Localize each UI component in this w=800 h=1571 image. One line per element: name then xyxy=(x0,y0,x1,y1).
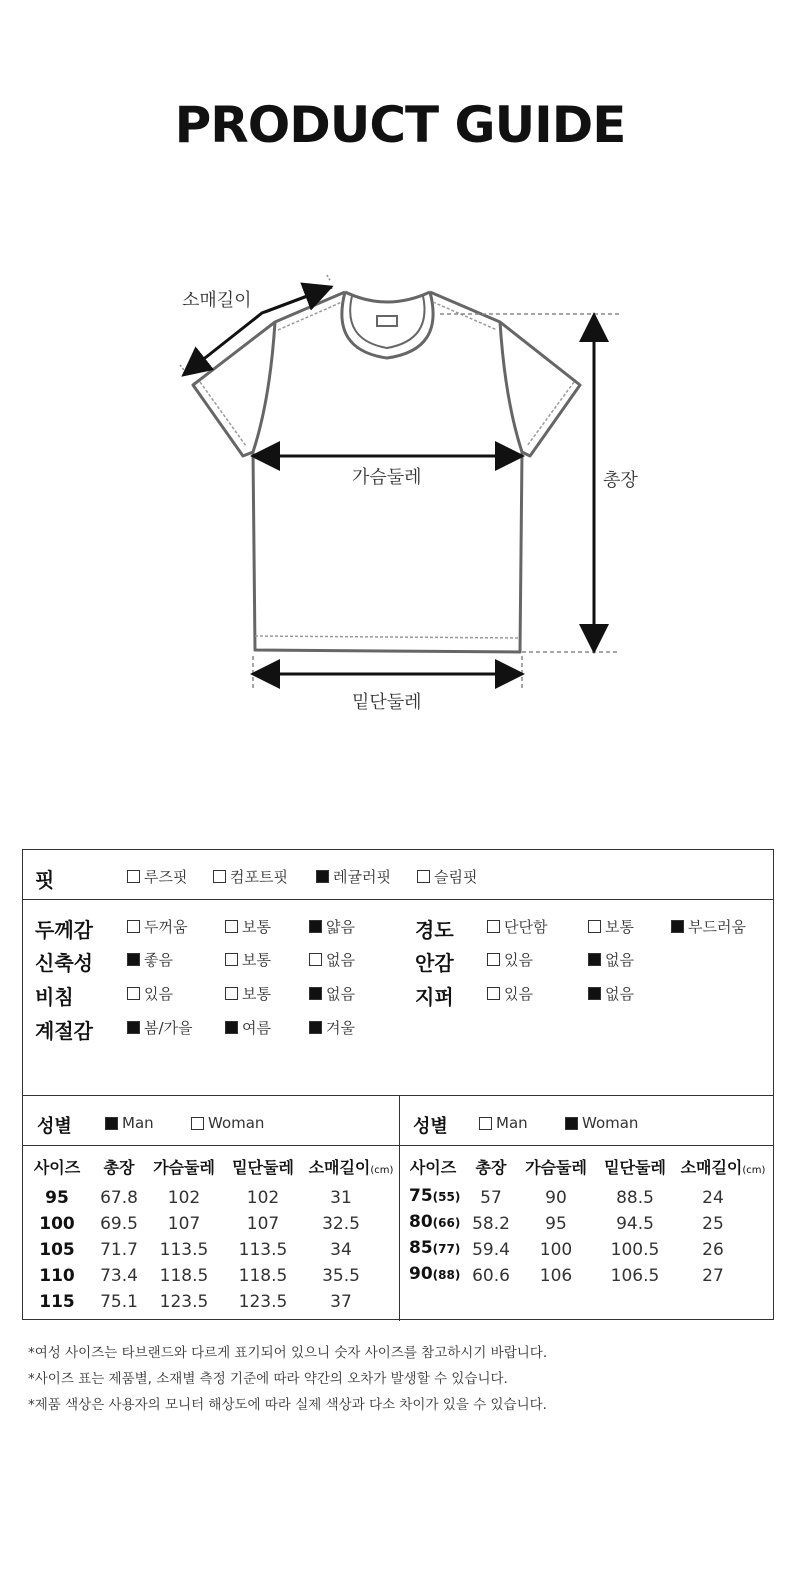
note-women-size: *여성 사이즈는 타브랜드와 다르게 표기되어 있으니 숫자 사이즈를 참고하시기 바랍니다. xyxy=(28,1345,548,1361)
option-text: 단단함 xyxy=(504,918,548,936)
attribute-option xyxy=(588,983,634,1004)
table-cell: 118.5 xyxy=(238,1266,288,1286)
unchecked-box-icon xyxy=(127,987,140,1000)
table-header: 밑단둘레 xyxy=(232,1158,294,1177)
option-text: 부드러움 xyxy=(688,918,746,936)
size-cell: 80(66) xyxy=(409,1212,461,1232)
table-header: 가슴둘레 xyxy=(153,1158,215,1177)
option-text: Man xyxy=(122,1114,154,1132)
option-text: 없음 xyxy=(605,951,634,969)
table-cell: 35.5 xyxy=(322,1266,360,1286)
table-cell: 90 xyxy=(545,1188,567,1208)
unchecked-box-icon xyxy=(225,920,238,933)
unchecked-box-icon xyxy=(213,870,226,883)
option-text: 없음 xyxy=(326,985,355,1003)
attribute-option xyxy=(225,916,271,937)
unchecked-box-icon xyxy=(309,953,322,966)
attribute-option xyxy=(127,949,173,970)
table-cell: 106.5 xyxy=(610,1266,660,1286)
size-cell: 85(77) xyxy=(409,1238,461,1258)
fit-label: 핏 xyxy=(35,868,55,892)
checked-box-icon xyxy=(316,870,329,883)
fit-option xyxy=(417,866,477,887)
option-text: 없음 xyxy=(605,985,634,1003)
table-cell: 25 xyxy=(702,1214,724,1234)
attribute-label: 계절감 xyxy=(35,1019,93,1043)
table-cell: 123.5 xyxy=(238,1292,288,1312)
product-guide-table xyxy=(22,849,774,1320)
checked-box-icon xyxy=(127,953,140,966)
table-cell: 24 xyxy=(702,1188,724,1208)
attribute-option xyxy=(225,949,271,970)
unchecked-box-icon xyxy=(127,870,140,883)
option-text: 있음 xyxy=(504,985,533,1003)
attribute-option xyxy=(309,983,355,1004)
option-text: Woman xyxy=(582,1114,639,1132)
unchecked-box-icon xyxy=(225,953,238,966)
attribute-label: 신축성 xyxy=(35,951,93,975)
table-cell: 59.4 xyxy=(472,1240,510,1260)
option-text: 좋음 xyxy=(144,951,173,969)
attribute-option xyxy=(127,1017,193,1038)
table-cell: 102 xyxy=(167,1188,201,1208)
option-text: 얇음 xyxy=(326,918,355,936)
attribute-option xyxy=(309,949,355,970)
unchecked-box-icon xyxy=(479,1117,492,1130)
attribute-option xyxy=(487,983,533,1004)
note-color-monitor: *제품 색상은 사용자의 모니터 해상도에 따라 실제 색상과 다소 차이가 있을 수 있습니다. xyxy=(28,1397,547,1413)
table-cell: 57 xyxy=(480,1188,502,1208)
table-header: 소매길이(cm) xyxy=(308,1158,394,1177)
women-gender-label: 성별 xyxy=(413,1116,448,1137)
unchecked-box-icon xyxy=(588,920,601,933)
checked-box-icon xyxy=(105,1117,118,1130)
total-length-label: 총장 xyxy=(603,470,638,491)
table-cell: 31 xyxy=(330,1188,352,1208)
option-text: 있음 xyxy=(504,951,533,969)
option-text: 두꺼움 xyxy=(144,918,188,936)
women-woman-option xyxy=(565,1114,638,1132)
option-text: 봄/가을 xyxy=(144,1019,193,1037)
table-cell: 69.5 xyxy=(100,1214,138,1234)
table-header: 사이즈 xyxy=(33,1158,81,1177)
table-cell: 118.5 xyxy=(159,1266,209,1286)
option-text: 레귤러핏 xyxy=(333,868,391,886)
table-cell: 115 xyxy=(39,1292,75,1312)
option-text: 보통 xyxy=(605,918,634,936)
attribute-label: 비침 xyxy=(35,985,74,1009)
size-cell: 75(55) xyxy=(409,1186,461,1206)
fit-option xyxy=(316,866,391,887)
table-cell: 58.2 xyxy=(472,1214,510,1234)
attribute-label: 경도 xyxy=(415,918,454,942)
attribute-option xyxy=(309,1017,355,1038)
table-cell: 88.5 xyxy=(616,1188,654,1208)
unchecked-box-icon xyxy=(487,953,500,966)
women-man-option xyxy=(479,1114,528,1132)
table-header: 총장 xyxy=(103,1158,135,1177)
note-size-tolerance: *사이즈 표는 제품별, 소재별 측정 기준에 따라 약간의 오차가 발생할 수 있습니다. xyxy=(28,1371,508,1387)
unchecked-box-icon xyxy=(225,987,238,1000)
checked-box-icon xyxy=(127,1021,140,1034)
fit-option xyxy=(127,866,187,887)
checked-box-icon xyxy=(565,1117,578,1130)
table-cell: 102 xyxy=(246,1188,280,1208)
page-title: PRODUCT GUIDE xyxy=(174,96,626,154)
attribute-option xyxy=(487,916,547,937)
option-text: 겨울 xyxy=(326,1019,355,1037)
men-gender-label: 성별 xyxy=(37,1116,72,1137)
attribute-label: 두께감 xyxy=(35,918,93,942)
attribute-label: 안감 xyxy=(415,951,454,975)
attribute-option xyxy=(309,916,355,937)
table-cell: 123.5 xyxy=(159,1292,209,1312)
checked-box-icon xyxy=(225,1021,238,1034)
checked-box-icon xyxy=(309,987,322,1000)
checked-box-icon xyxy=(671,920,684,933)
option-text: 여름 xyxy=(242,1019,271,1037)
men-woman-option xyxy=(191,1114,264,1132)
option-text: 있음 xyxy=(144,985,173,1003)
attribute-option xyxy=(225,983,271,1004)
table-cell: 71.7 xyxy=(100,1240,138,1260)
attribute-option xyxy=(588,916,634,937)
unchecked-box-icon xyxy=(487,987,500,1000)
table-cell: 110 xyxy=(39,1266,75,1286)
table-cell: 95 xyxy=(545,1214,567,1234)
tshirt-diagram xyxy=(0,250,800,730)
tshirt-illustration xyxy=(0,250,800,730)
attribute-option xyxy=(588,949,634,970)
unchecked-box-icon xyxy=(127,920,140,933)
table-cell: 26 xyxy=(702,1240,724,1260)
table-cell: 95 xyxy=(45,1188,69,1208)
checked-box-icon xyxy=(309,1021,322,1034)
attribute-option xyxy=(671,916,746,937)
table-cell: 100 xyxy=(539,1240,573,1260)
table-cell: 94.5 xyxy=(616,1214,654,1234)
attribute-option xyxy=(225,1017,271,1038)
option-text: 슬림핏 xyxy=(434,868,478,886)
table-cell: 34 xyxy=(330,1240,352,1260)
unchecked-box-icon xyxy=(487,920,500,933)
table-cell: 27 xyxy=(702,1266,724,1286)
hem-label: 밑단둘레 xyxy=(352,692,422,713)
attribute-option xyxy=(487,949,533,970)
table-header: 밑단둘레 xyxy=(604,1158,666,1177)
table-header: 소매길이(cm) xyxy=(680,1158,766,1177)
checked-box-icon xyxy=(309,920,322,933)
table-cell: 105 xyxy=(39,1240,75,1260)
table-cell: 107 xyxy=(167,1214,201,1234)
sleeve-length-label: 소매길이 xyxy=(182,290,252,311)
table-cell: 37 xyxy=(330,1292,352,1312)
table-cell: 113.5 xyxy=(159,1240,209,1260)
table-cell: 106 xyxy=(539,1266,573,1286)
checked-box-icon xyxy=(588,953,601,966)
size-cell: 90(88) xyxy=(409,1264,461,1284)
table-cell: 75.1 xyxy=(100,1292,138,1312)
option-text: 보통 xyxy=(242,951,271,969)
table-cell: 107 xyxy=(246,1214,280,1234)
chest-label: 가슴둘레 xyxy=(352,467,422,488)
table-cell: 100.5 xyxy=(610,1240,660,1260)
table-cell: 67.8 xyxy=(100,1188,138,1208)
option-text: 보통 xyxy=(242,918,271,936)
option-text: 없음 xyxy=(326,951,355,969)
men-man-option xyxy=(105,1114,154,1132)
unchecked-box-icon xyxy=(191,1117,204,1130)
option-text: 보통 xyxy=(242,985,271,1003)
unchecked-box-icon xyxy=(417,870,430,883)
option-text: Man xyxy=(496,1114,528,1132)
attribute-option xyxy=(127,983,173,1004)
option-text: 컴포트핏 xyxy=(230,868,288,886)
attribute-option xyxy=(127,916,187,937)
option-text: 루즈핏 xyxy=(144,868,188,886)
table-cell: 60.6 xyxy=(472,1266,510,1286)
option-text: Woman xyxy=(208,1114,265,1132)
table-header: 가슴둘레 xyxy=(525,1158,587,1177)
attribute-label: 지퍼 xyxy=(415,985,454,1009)
table-header: 총장 xyxy=(475,1158,507,1177)
table-cell: 113.5 xyxy=(238,1240,288,1260)
table-header: 사이즈 xyxy=(409,1158,457,1177)
fit-option xyxy=(213,866,288,887)
table-cell: 32.5 xyxy=(322,1214,360,1234)
table-cell: 100 xyxy=(39,1214,75,1234)
checked-box-icon xyxy=(588,987,601,1000)
table-cell: 73.4 xyxy=(100,1266,138,1286)
